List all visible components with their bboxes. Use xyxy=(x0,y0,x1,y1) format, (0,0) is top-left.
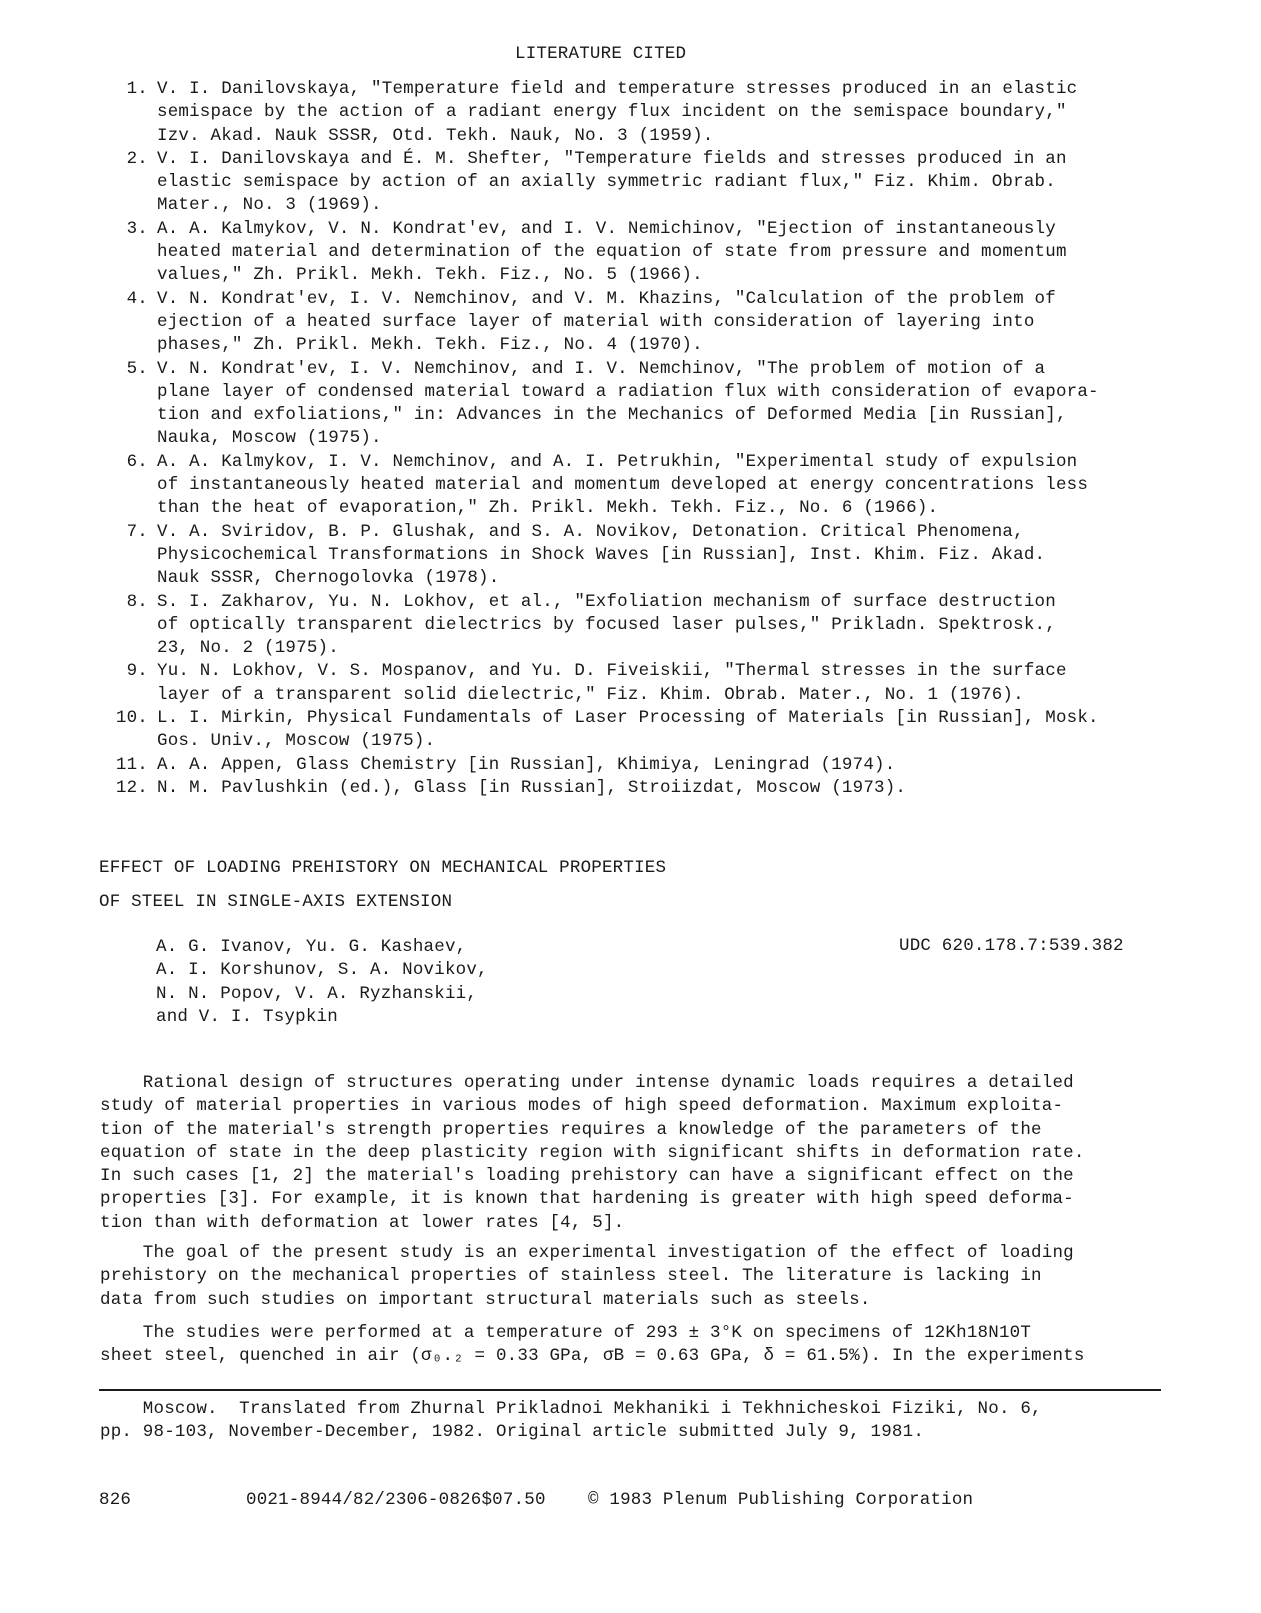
reference-line: N. M. Pavlushkin (ed.), Glass [in Russian], Stroiizdat, Moscow (1973). xyxy=(157,777,907,798)
paragraph-line: In such cases [1, 2] the material's loading prehistory can have a significant effect on the xyxy=(100,1166,1074,1187)
reference-line: L. I. Mirkin, Physical Fundamentals of Laser Processing of Materials [in Russian], Mosk. xyxy=(157,708,1099,729)
paragraph-line: data from such studies on important structural materials such as steels. xyxy=(100,1289,871,1310)
reference-line: Gos. Univ., Moscow (1975). xyxy=(157,731,436,752)
footnote-divider xyxy=(99,1389,1161,1391)
reference-item xyxy=(100,521,1200,591)
reference-item xyxy=(100,148,1200,218)
reference-item xyxy=(100,707,1200,754)
reference-line: layer of a transparent solid dielectric," Fiz. Khim. Obrab. Mater., No. 1 (1976). xyxy=(157,684,1024,705)
reference-item xyxy=(100,451,1200,521)
reference-list xyxy=(100,78,1200,800)
reference-item xyxy=(100,288,1200,358)
reference-number: 8. xyxy=(126,591,148,612)
reference-number: 6. xyxy=(126,451,148,472)
udc-code: UDC 620.178.7:539.382 xyxy=(899,936,1124,956)
article-title-line-2: OF STEEL IN SINGLE-AXIS EXTENSION xyxy=(99,892,453,912)
reference-line: A. A. Appen, Glass Chemistry [in Russian], Khimiya, Leningrad (1974). xyxy=(157,754,896,775)
reference-line: V. I. Danilovskaya, "Temperature field and temperature stresses produced in an elastic xyxy=(157,79,1078,99)
reference-line: of optically transparent dielectrics by focused laser pulses," Prikladn. Spektrosk., xyxy=(157,614,1056,635)
reference-line: 23, No. 2 (1975). xyxy=(157,638,339,659)
reference-line: elastic semispace by action of an axially symmetric radiant flux," Fiz. Khim. Obrab. xyxy=(157,172,1056,193)
reference-line: heated material and determination of the equation of state from pressure and momentum xyxy=(157,242,1067,263)
paragraph-line: Rational design of structures operating under intense dynamic loads requires a detailed xyxy=(100,1073,1074,1093)
reference-item xyxy=(100,78,1200,148)
article-title-line-1: EFFECT OF LOADING PREHISTORY ON MECHANICAL PROPERTIES xyxy=(99,858,667,878)
reference-line: Nauka, Moscow (1975). xyxy=(157,428,382,449)
reference-line: semispace by the action of a radiant energy flux incident on the semispace boundary," xyxy=(157,102,1067,123)
reference-line: V. N. Kondrat'ev, I. V. Nemchinov, and I. V. Nemchinov, "The problem of motion of a xyxy=(157,358,1046,379)
reference-number: 9. xyxy=(126,661,148,682)
reference-line: V. N. Kondrat'ev, I. V. Nemchinov, and V. M. Khazins, "Calculation of the problem of xyxy=(157,288,1056,309)
paragraph-line: tion than with deformation at lower rates [4, 5]. xyxy=(100,1212,625,1233)
reference-item xyxy=(100,218,1200,288)
reference-number: 7. xyxy=(126,521,148,542)
reference-number: 3. xyxy=(126,218,148,239)
reference-item xyxy=(100,591,1200,661)
reference-item xyxy=(100,358,1200,451)
copyright-notice: © 1983 Plenum Publishing Corporation xyxy=(588,1490,974,1510)
paragraph-line: prehistory on the mechanical properties of stainless steel. The literature is lacking in xyxy=(100,1266,1042,1287)
paragraph-line: sheet steel, quenched in air (σ₀.₂ = 0.33 GPa, σB = 0.63 GPa, δ = 61.5%). In the experiments xyxy=(100,1346,1085,1367)
reference-line: tion and exfoliations," in: Advances in the Mechanics of Deformed Media [in Russian], xyxy=(157,405,1067,426)
reference-line: Mater., No. 3 (1969). xyxy=(157,195,382,216)
paragraph-line: equation of state in the deep plasticity region with significant shifts in deformation rate. xyxy=(100,1142,1085,1163)
reference-line: phases," Zh. Prikl. Mekh. Tekh. Fiz., No. 4 (1970). xyxy=(157,335,703,356)
paragraph-line: The studies were performed at a temperature of 293 ± 3°K on specimens of 12Kh18N10T xyxy=(100,1323,1032,1343)
reference-line: A. A. Kalmykov, V. N. Kondrat'ev, and I. V. Nemichinov, "Ejection of instantaneously xyxy=(157,218,1056,239)
reference-line: V. I. Danilovskaya and É. M. Shefter, "Temperature fields and stresses produced in an xyxy=(157,148,1067,169)
author-line: N. N. Popov, V. A. Ryzhanskii, xyxy=(156,983,478,1004)
paragraph-method xyxy=(100,1322,1160,1369)
paragraph-intro xyxy=(100,1072,1160,1235)
reference-line: Yu. N. Lokhov, V. S. Mospanov, and Yu. D. Fiveiskii, "Thermal stresses in the surface xyxy=(157,661,1067,682)
reference-line: Physicochemical Transformations in Shock Waves [in Russian], Inst. Khim. Fiz. Akad. xyxy=(157,544,1046,565)
reference-number: 2. xyxy=(126,148,148,169)
reference-number: 5. xyxy=(126,358,148,379)
reference-line: plane layer of condensed material toward a radiation flux with consideration of evapora- xyxy=(157,381,1099,402)
reference-line: ejection of a heated surface layer of material with consideration of layering into xyxy=(157,311,1035,332)
reference-line: V. A. Sviridov, B. P. Glushak, and S. A. Novikov, Detonation. Critical Phenomena, xyxy=(157,521,1024,542)
author-list xyxy=(156,936,488,1029)
reference-number: 1. xyxy=(126,79,148,99)
author-line: A. I. Korshunov, S. A. Novikov, xyxy=(156,960,488,981)
reference-number: 11. xyxy=(115,754,148,775)
reference-line: Izv. Akad. Nauk SSSR, Otd. Tekh. Nauk, No. 3 (1959). xyxy=(157,125,714,146)
reference-line: A. A. Kalmykov, I. V. Nemchinov, and A. I. Petrukhin, "Experimental study of expulsion xyxy=(157,451,1078,472)
reference-line: Nauk SSSR, Chernogolovka (1978). xyxy=(157,568,500,589)
reference-line: than the heat of evaporation," Zh. Prikl. Mekh. Tekh. Fiz., No. 6 (1966). xyxy=(157,498,939,519)
paragraph-goal xyxy=(100,1242,1160,1312)
author-line: and V. I. Tsypkin xyxy=(156,1006,338,1027)
reference-line: S. I. Zakharov, Yu. N. Lokhov, et al., "Exfoliation mechanism of surface destruction xyxy=(157,591,1056,612)
literature-cited-heading: LITERATURE CITED xyxy=(515,44,687,64)
reference-line: values," Zh. Prikl. Mekh. Tekh. Fiz., No. 5 (1966). xyxy=(157,265,703,286)
reference-item xyxy=(100,660,1200,707)
paragraph-line: The goal of the present study is an experimental investigation of the effect of loading xyxy=(100,1243,1074,1263)
reference-number: 10. xyxy=(115,708,148,729)
reference-number: 4. xyxy=(126,288,148,309)
footnote-line: Moscow. Translated from Zhurnal Prikladnoi Mekhaniki i Tekhnicheskoi Fiziki, No. 6, xyxy=(100,1399,1042,1419)
footnote xyxy=(100,1398,1042,1445)
reference-number: 12. xyxy=(115,777,148,798)
reference-item xyxy=(100,754,1200,777)
reference-item xyxy=(100,777,1200,800)
page-number: 826 xyxy=(99,1490,132,1510)
paragraph-line: tion of the material's strength properties requires a knowledge of the parameters of the xyxy=(100,1119,1042,1140)
reference-line: of instantaneously heated material and momentum developed at energy concentrations less xyxy=(157,475,1089,496)
paragraph-line: study of material properties in various modes of high speed deformation. Maximum exploita- xyxy=(100,1096,1064,1117)
footnote-line: pp. 98-103, November-December, 1982. Original article submitted July 9, 1981. xyxy=(100,1422,925,1443)
publication-code: 0021-8944/82/2306-0826$07.50 xyxy=(246,1490,546,1510)
paragraph-line: properties [3]. For example, it is known that hardening is greater with high speed deforma- xyxy=(100,1189,1074,1210)
author-line: A. G. Ivanov, Yu. G. Kashaev, xyxy=(156,937,467,957)
